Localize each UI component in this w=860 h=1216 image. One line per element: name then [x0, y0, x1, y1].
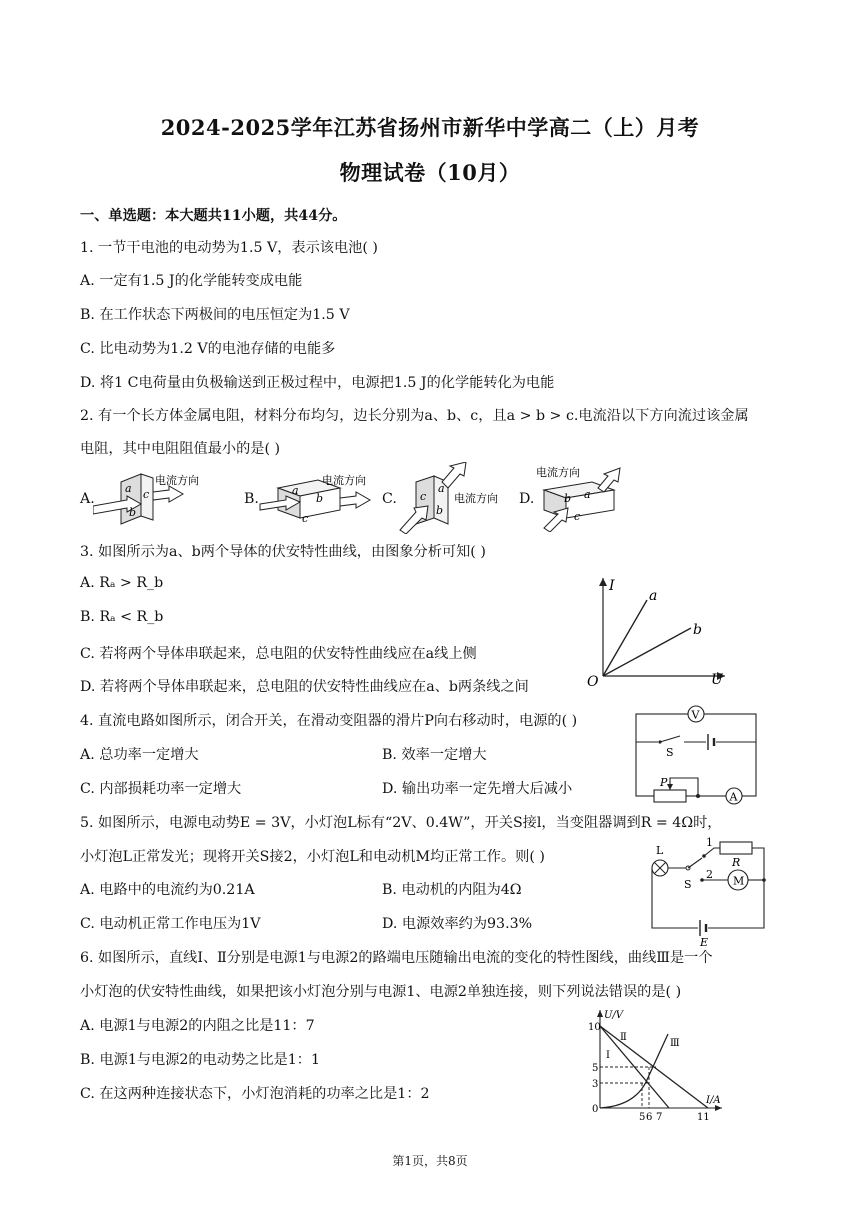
q2-option-b: B. — [244, 491, 259, 507]
y-tick: 0 — [592, 1104, 599, 1115]
y-axis-label: I — [609, 578, 615, 594]
q6-option-c: C. 在这两种连接状态下，小灯泡消耗的功率之比是1：2 — [80, 1086, 430, 1102]
q5-stem-2: 小灯泡L正常发光；现将开关S接2，小灯泡L和电动机M均正常工作。则( ) — [80, 849, 545, 865]
x-tick: 7 — [656, 1112, 663, 1123]
q6-option-b: B. 电源1与电源2的电动势之比是1：1 — [80, 1052, 320, 1068]
edge-label: a — [292, 484, 299, 497]
x-tick: 5 — [639, 1112, 646, 1123]
x-tick: 6 — [646, 1112, 653, 1123]
q5-circuit — [640, 836, 774, 948]
q6-ui-graph — [584, 1006, 734, 1126]
q3-option-d: D. 若将两个导体串联起来，总电阻的伏安特性曲线应在a、b两条线之间 — [80, 679, 529, 695]
position-1-label: 1 — [706, 836, 713, 849]
q1-option-b: B. 在工作状态下两极间的电压恒定为1.5 V — [80, 307, 350, 323]
q2-figure-a — [93, 470, 223, 530]
switch-label: S — [666, 746, 674, 759]
section-heading: 一、单选题：本大题共11小题，共44分。 — [80, 208, 347, 224]
y-tick: 3 — [592, 1079, 599, 1090]
q5-stem-1: 5. 如图所示，电源电动势E = 3V，小灯泡L标有“2V、0.4W”，开关S接l，当变阻器调到R = 4Ω时， — [80, 815, 722, 831]
current-direction-label: 电流方向 — [322, 474, 366, 487]
emf-label: E — [700, 936, 709, 948]
q6-option-a: A. 电源1与电源2的内阻之比是11：7 — [80, 1018, 315, 1034]
paper-subtitle: 物理试卷（10月） — [339, 160, 521, 185]
edge-label: b — [316, 492, 324, 505]
motor-label: M — [733, 874, 745, 888]
edge-label: c — [143, 488, 150, 501]
x-axis-label: I/A — [706, 1095, 721, 1106]
edge-label: c — [420, 490, 427, 503]
q3-option-a: A. Rₐ > R_b — [80, 575, 164, 591]
edge-label: a — [438, 482, 445, 495]
origin-label: O — [587, 674, 599, 690]
q1-option-d: D. 将1 C电荷量由负极输送到正极过程中，电源把1.5 J的化学能转化为电能 — [80, 375, 555, 391]
curve-iii-label: Ⅲ — [670, 1038, 680, 1049]
x-axis-label: U — [711, 672, 723, 688]
q1-option-a: A. 一定有1.5 J的化学能转变成电能 — [80, 273, 303, 289]
current-direction-label: 电流方向 — [454, 492, 498, 505]
q4-option-b: B. 效率一定增大 — [382, 747, 487, 763]
ammeter-label: A — [729, 790, 738, 804]
x-tick: 11 — [697, 1112, 710, 1123]
q4-option-c: C. 内部损耗功率一定增大 — [80, 781, 242, 797]
q2-option-a: A. — [80, 491, 95, 507]
q5-option-c: C. 电动机正常工作电压为1V — [80, 916, 261, 932]
q3-option-b: B. Rₐ < R_b — [80, 609, 164, 625]
page-footer: 第1页，共8页 — [392, 1154, 468, 1168]
q2-stem-2: 电阻，其中电阻阻值最小的是( ) — [80, 441, 281, 457]
position-2-label: 2 — [706, 868, 713, 881]
paper-title: 2024-2025学年江苏省扬州市新华中学高二（上）月考 — [160, 115, 700, 140]
lamp-label: L — [656, 844, 664, 857]
y-axis-label: U/V — [604, 1010, 624, 1021]
q6-stem-1: 6. 如图所示，直线Ⅰ、Ⅱ分别是电源1与电源2的路端电压随输出电流的变化的特性图线，曲线Ⅲ是一个 — [80, 950, 713, 966]
edge-label: a — [584, 488, 591, 501]
q4-option-a: A. 总功率一定增大 — [80, 747, 199, 763]
line-a-label: a — [649, 588, 658, 604]
q2-stem-1: 2. 有一个长方体金属电阻，材料分布均匀，边长分别为a、b、c，且a > b > c.电流沿以下方向流过该金属 — [80, 408, 749, 424]
q4-stem: 4. 直流电路如图所示，闭合开关，在滑动变阻器的滑片P向右移动时，电源的( ) — [80, 713, 578, 729]
edge-label: a — [125, 482, 132, 495]
current-direction-label: 电流方向 — [536, 466, 580, 479]
q5-option-d: D. 电源效率约为93.3% — [382, 916, 533, 932]
resistor-label: R — [732, 856, 741, 869]
edge-label: c — [574, 510, 581, 523]
q2-figure-d — [534, 462, 654, 532]
q4-option-d: D. 输出功率一定先增大后减小 — [382, 781, 573, 797]
q3-iv-graph — [585, 572, 735, 690]
q1-stem: 1. 一节干电池的电动势为1.5 V，表示该电池( ) — [80, 240, 378, 256]
edge-label: b — [436, 504, 444, 517]
y-tick: 10 — [588, 1022, 601, 1033]
switch-label: S — [684, 878, 692, 891]
line-i-label: Ⅰ — [606, 1050, 610, 1061]
q2-figure-b — [256, 470, 386, 530]
q5-option-b: B. 电动机的内阻为4Ω — [382, 882, 522, 898]
current-direction-label: 电流方向 — [155, 474, 199, 487]
edge-label: b — [564, 492, 572, 505]
q2-figure-c — [396, 462, 516, 534]
q5-option-a: A. 电路中的电流约为0.21A — [80, 882, 255, 898]
q4-circuit — [630, 700, 762, 808]
q2-option-c: C. — [382, 491, 397, 507]
line-b-label: b — [693, 622, 702, 638]
q1-option-c: C. 比电动势为1.2 V的电池存储的电能多 — [80, 341, 336, 357]
slider-label: P — [660, 776, 668, 789]
q2-option-d: D. — [519, 491, 535, 507]
q3-stem: 3. 如图所示为a、b两个导体的伏安特性曲线，由图象分析可知( ) — [80, 544, 486, 560]
voltmeter-label: V — [691, 708, 700, 722]
edge-label: b — [129, 506, 137, 519]
y-tick: 5 — [592, 1063, 599, 1074]
q3-option-c: C. 若将两个导体串联起来，总电阻的伏安特性曲线应在a线上侧 — [80, 646, 477, 662]
q6-stem-2: 小灯泡的伏安特性曲线，如果把该小灯泡分别与电源1、电源2单独连接，则下列说法错误的是( ) — [80, 984, 682, 1000]
line-ii-label: Ⅱ — [620, 1032, 627, 1043]
edge-label: c — [302, 512, 309, 525]
